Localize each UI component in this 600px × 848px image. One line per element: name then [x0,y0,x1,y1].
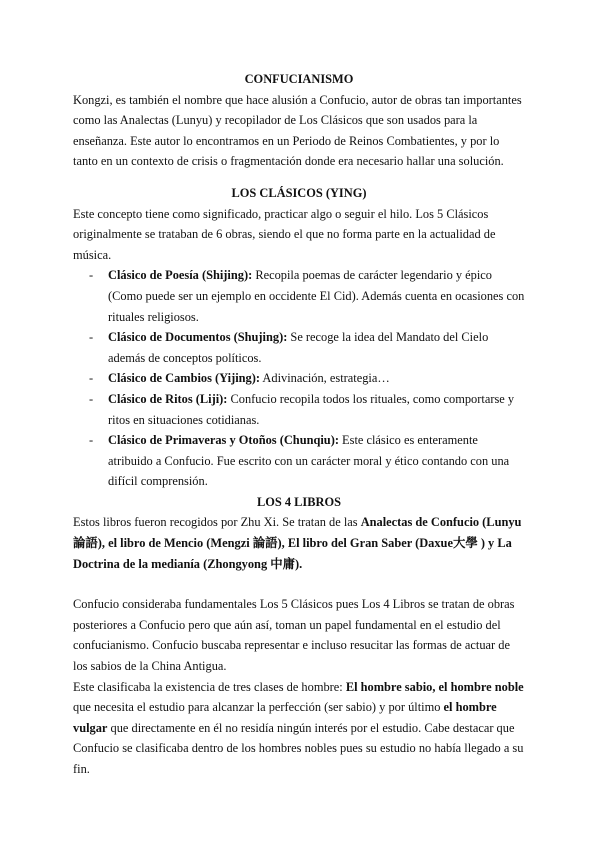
list-item [73,389,525,430]
libros-bold-list: Analectas de Confucio (Lunyu 論語), el libro de Mencio (Mengzi 論語), El libro del Gran Saber (Daxue大學 ) y La Doctrina de la medianía (Zhongyong 中庸). [73,515,522,571]
list-item [73,327,525,368]
clases-lead-text: Este clasificaba la existencia de tres clases de hombre: [73,679,346,694]
clases-mid-text: que necesita el estudio para alcanzar la perfección (ser sabio) y por último [73,700,444,715]
list-item [73,368,525,389]
paragraph-confucio-clasicos: Confucio consideraba fundamentales Los 5 Clásicos pues Los 4 Libros se tratan de obras posteriores a Confucio pero que aún así, toman un papel fundamental en el estudio del confucianismo. Confucio buscaba representar e incluso resucitar las formas de actuar de los sabios de la China Antigua. [73,597,515,674]
libros-lead-text: Estos libros fueron recogidos por Zhu Xi. Se tratan de las [73,515,361,530]
item-desc: Se recoge la idea del Mandato del Cielo además de conceptos políticos. [108,330,489,365]
paragraph-confucianismo: Kongzi, es también el nombre que hace alusión a Confucio, autor de obras tan importantes como las Analectas (Lunyu) y recopilador de Los Clásicos que son usados para la enseñanza. Este autor lo encontramos en un Periodo de Reinos Combatientes, y por lo tanto en un contexto de crisis o fragmentación donde era necesario hallar una solución. [73,92,522,169]
bullet-dash: - [89,391,94,406]
item-term: Clásico de Primaveras y Otoños (Chunqiu): [108,433,339,448]
title-confucianismo: CONFUCIANISMO [244,72,354,86]
clases-bold-vulgar: el hombre vulgar [73,700,497,735]
item-desc: Adivinación, estrategia… [260,371,390,386]
bullet-dash: - [89,268,94,283]
list-item [73,430,525,492]
item-term: Clásico de Cambios (Yijing): [108,371,261,386]
bullet-dash: - [89,433,94,448]
item-term: Clásico de Documentos (Shujing): [108,330,288,345]
paragraph-clasicos-intro: Este concepto tiene como significado, practicar algo o seguir el hilo. Los 5 Clásicos originalmente se trataban de 6 obras, siendo el que no forma parte en la actualidad de música. [73,206,496,262]
title-los-clasicos: LOS CLÁSICOS (YING) [231,185,367,200]
paragraph-clases-hombre [73,677,525,780]
bullet-dash: - [89,330,94,345]
blank-line [73,574,525,594]
clases-bold-sabio-noble: El hombre sabio, el hombre noble [345,679,524,694]
item-desc: Confucio recopila todos los rituales, como comportarse y ritos en situaciones cotidianas. [108,391,515,427]
list-item [73,265,525,327]
paragraph-libros-intro [73,512,525,574]
clasicos-list [73,265,525,492]
title-los-4-libros: LOS 4 LIBROS [256,494,341,509]
item-term: Clásico de Poesía (Shijing): [108,268,253,283]
item-desc: Este clásico es enteramente atribuido a Confucio. Fue escrito con un carácter moral y ético contando con una difícil comprensión. [108,433,510,489]
bullet-dash: - [89,371,94,386]
item-term: Clásico de Ritos (Liji): [108,391,228,406]
item-desc: Recopila poemas de carácter legendario y épico (Como puede ser un ejemplo en occidente El Cid). Además cuenta en ocasiones con rituales religiosos. [108,268,525,324]
clases-tail-text: que directamente en él no residía ningún interés por el estudio. Cabe destacar que Confucio se clasificaba dentro de los hombres nobles pues su estudio no había llegado a su fin. [73,720,524,776]
